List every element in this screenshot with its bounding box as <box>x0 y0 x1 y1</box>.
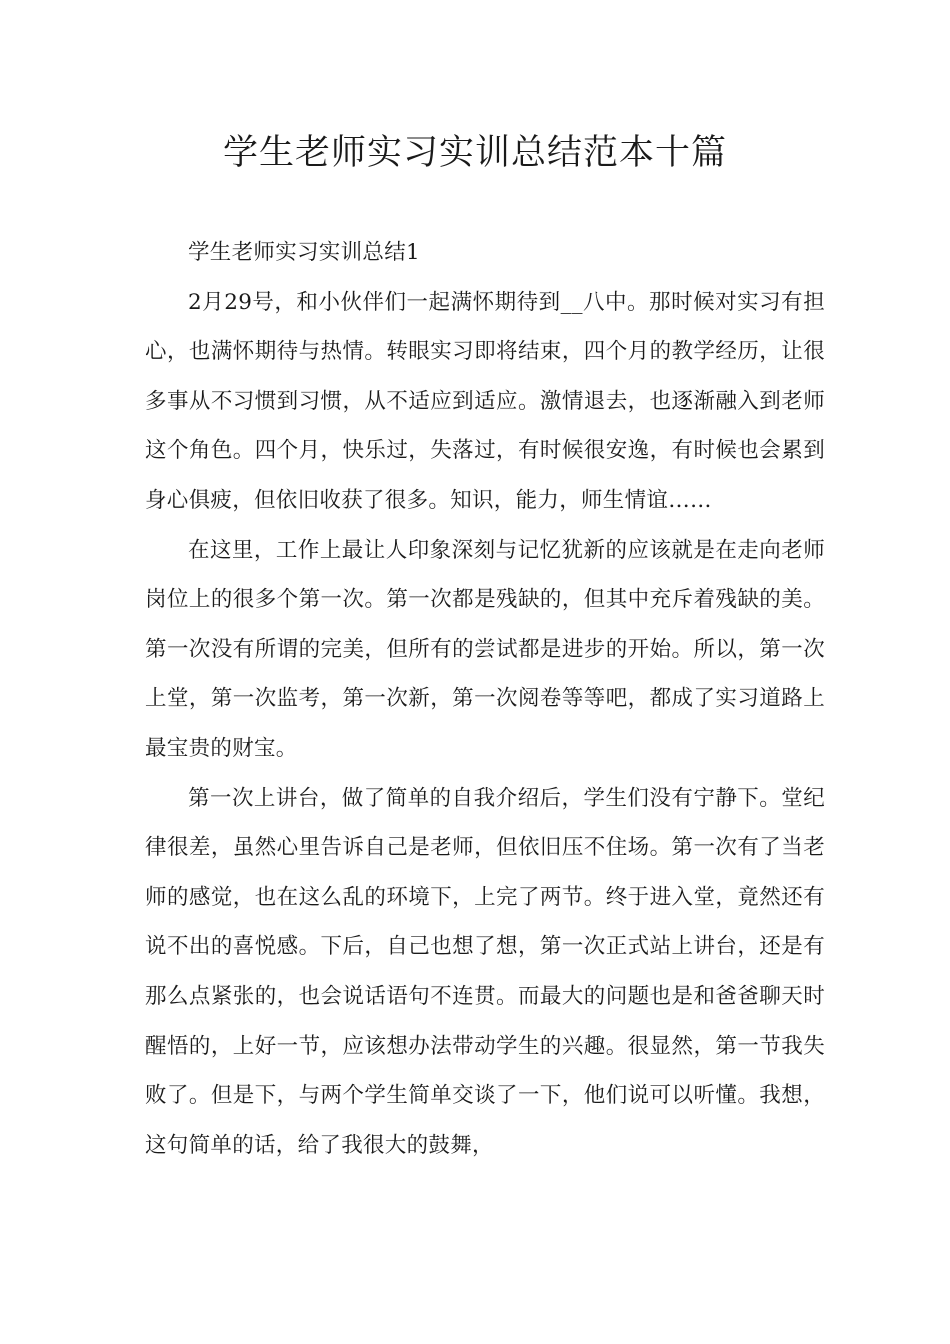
document-body <box>145 228 825 1170</box>
document-title: 学生老师实习实训总结范本十篇 <box>222 133 727 173</box>
paragraph: 在这里，工作上最让人印象深刻与记忆犹新的应该就是在走向老师岗位上的很多个第一次。第一次都是残缺的，但其中充斥着残缺的美。第一次没有所谓的完美，但所有的尝试都是进步的开始。所以，第一次上堂，第一次监考，第一次新，第一次阅卷等等吧，都成了实习道路上最宝贵的财宝。 <box>145 537 825 761</box>
paragraph: 第一次上讲台，做了简单的自我介绍后，学生们没有宁静下。堂纪律很差，虽然心里告诉自己是老师，但依旧压不住场。第一次有了当老师的感觉，也在这么乱的环境下，上完了两节。终于进入堂，竟然还有说不出的喜悦感。下后，自己也想了想，第一次正式站上讲台，还是有那么点紧张的，也会说话语句不连贯。而最大的问题也是和爸爸聊天时醒悟的，上好一节，应该想办法带动学生的兴趣。很显然，第一节我失败了。但是下，与两个学生简单交谈了一下，他们说可以听懂。我想，这句简单的话，给了我很大的鼓舞， <box>145 785 825 1158</box>
section-heading: 学生老师实习实训总结1 <box>188 240 420 265</box>
paragraph: 2月29号，和小伙伴们一起满怀期待到__八中。那时候对实习有担心，也满怀期待与热情。转眼实习即将结束，四个月的教学经历，让很多事从不习惯到习惯，从不适应到适应。激情退去，也逐渐融入到老师这个角色。四个月，快乐过，失落过，有时候很安逸，有时候也会累到身心俱疲，但依旧收获了很多。知识，能力，师生情谊…… <box>145 289 825 513</box>
